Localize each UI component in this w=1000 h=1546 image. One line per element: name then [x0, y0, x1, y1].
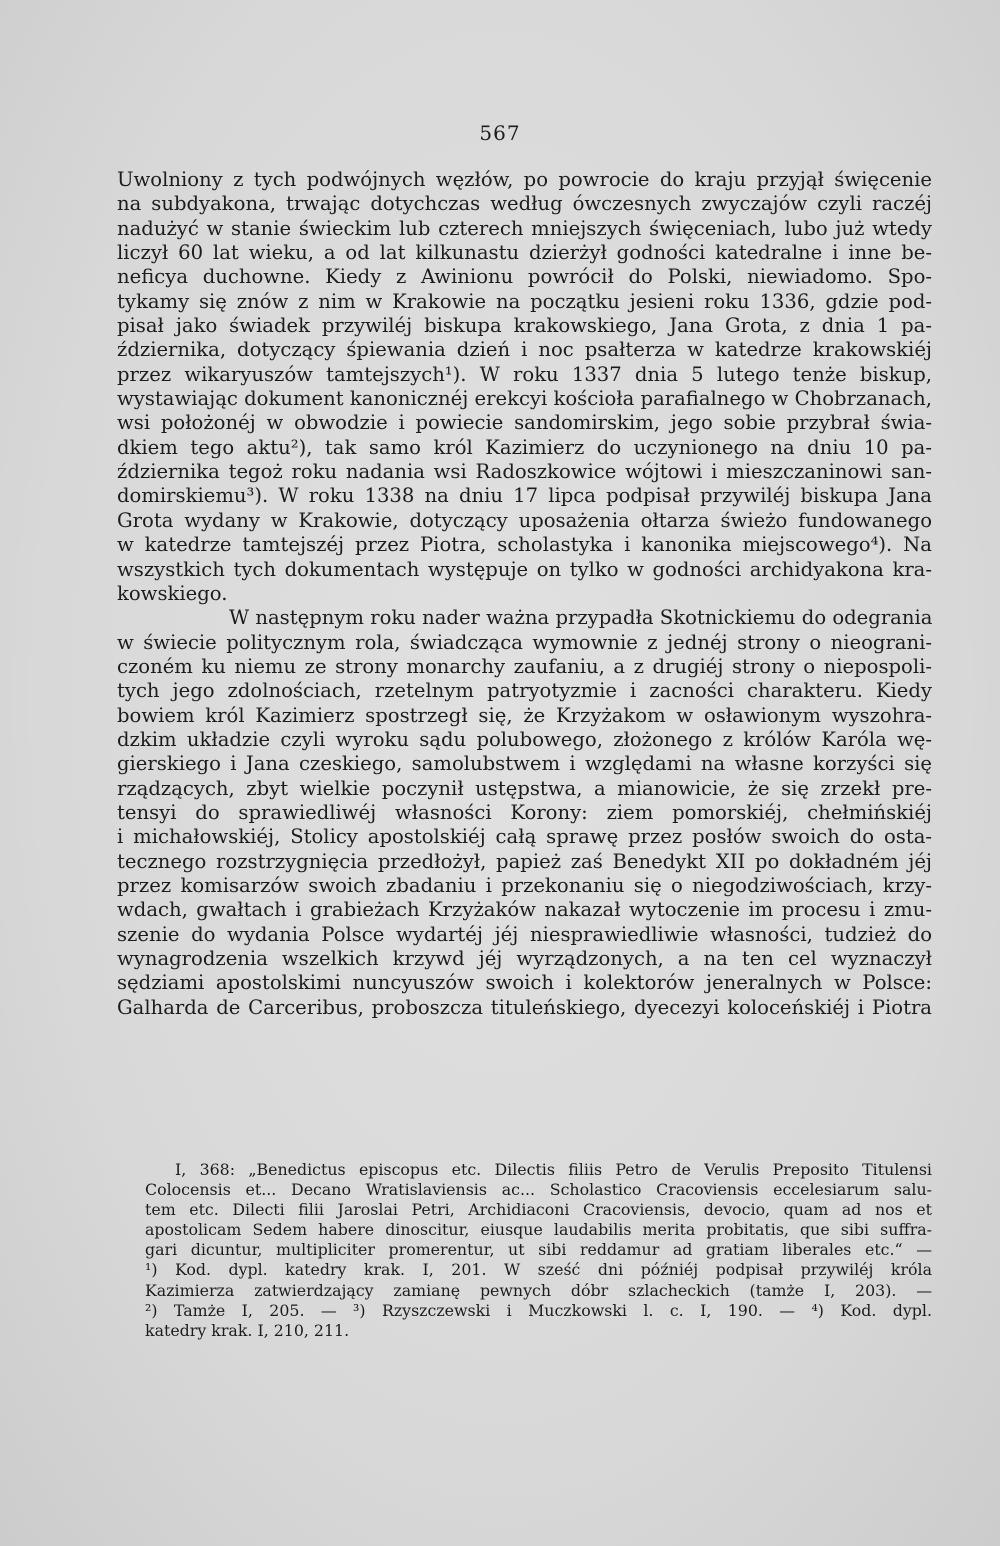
body-line: tecznego rozstrzygnięcia przedłożył, papież zaś Benedykt XII po dokładném jéj: [117, 849, 932, 873]
body-line: kowskiego.: [117, 581, 228, 605]
body-line: dzkim układzie czyli wyroku sądu polubowego, złożonego z królów Karóla wę-: [117, 727, 932, 751]
body-line: szenie do wydania Polsce wydartéj jéj niesprawiedliwie własności, tudzież do: [117, 922, 932, 946]
footnote-line: ²) Tamże I, 205. — ³) Rzyszczewski i Muczkowski l. c. I, 190. — ⁴) Kod. dypl.: [145, 1300, 932, 1320]
body-line: bowiem król Kazimierz spostrzegł się, że Krzyżakom w osławionym wyszohra-: [117, 703, 932, 727]
body-line: tych jego zdolnościach, rzetelnym patryotyzmie i zacności charakteru. Kiedy: [117, 679, 932, 703]
footnotes: [145, 1160, 932, 1341]
body-line: czoném ku niemu ze strony monarchy zaufaniu, a z drugiéj strony o niepospoli-: [117, 654, 932, 678]
body-line: wdach, gwałtach i grabieżach Krzyżaków nakazał wytoczenie im procesu i zmu-: [117, 898, 932, 922]
body-line: dkiem tego aktu²), tak samo król Kazimierz do uczynionego na dniu 10 pa-: [117, 435, 932, 459]
body-line: nadużyć w stanie świeckim lub czterech mniejszych święceniach, lubo już wtedy: [117, 216, 932, 240]
body-line: neficya duchowne. Kiedy z Awinionu powrócił do Polski, niewiadomo. Spo-: [117, 265, 932, 289]
body-line: Grota wydany w Krakowie, dotyczący uposażenia ołtarza świeżo fundowanego: [117, 508, 932, 532]
body-line: wsi położonéj w obwodzie i powiecie sandomirskim, jego sobie przybrał świa-: [117, 411, 932, 435]
body-line: wynagrodzenia wszelkich krzywd jéj wyrządzonych, a na ten cel wyznaczył: [117, 947, 932, 970]
footnote-line: katedry krak. I, 210, 211.: [145, 1320, 350, 1340]
footnote-line: I, 368: „Benedictus episcopus etc. Dilectis filiis Petro de Verulis Preposito Titulensi: [175, 1160, 932, 1179]
body-line: wszystkich tych dokumentach występuje on tylko w godności archidyakona kra-: [117, 557, 932, 581]
footnote-line: Colocensis et... Decano Wratislaviensis ac... Scholastico Cracoviensis eccelesiarum salu-: [145, 1180, 932, 1200]
page-number: 567: [479, 121, 521, 145]
footnote-line: gari dicuntur, multipliciter promerentur, ut sibi reddamur ad gratiam liberales etc.“ —: [145, 1240, 932, 1260]
footnote-line: Kazimierza zatwierdzający zamianę pewnych dóbr szlacheckich (tamże I, 203). —: [145, 1280, 932, 1300]
body-line: wystawiając dokument kanonicznéj erekcyi kościoła parafialnego w Chobrzanach,: [117, 387, 933, 411]
body-line: domirskiemu³). W roku 1338 na dniu 17 lipca podpisał przywiléj biskupa Jana: [117, 484, 932, 508]
body-line: ździernika, dotyczący śpiewania dzień i noc psałterza w katedrze krakowskiéj: [117, 338, 932, 362]
body-line: tykamy się znów z nim w Krakowie na początku jesieni roku 1336, gdzie pod-: [117, 289, 932, 313]
body-line: gierskiego i Jana czeskiego, samolubstwem i względami na własne korzyści się: [117, 752, 932, 776]
body-line: i michałowskiéj, Stolicy apostolskiéj całą sprawę przez posłów swoich do osta-: [117, 825, 932, 849]
body-line: przez wikaryuszów tamtejszych¹). W roku 1337 dnia 5 lutego tenże biskup,: [117, 362, 932, 386]
body-line: przez komisarzów swoich zbadaniu i przekonaniu się o niegodziwościach, krzy-: [117, 873, 932, 897]
footnote-line: ¹) Kod. dypl. katedry krak. I, 201. W sześć dni późniéj podpisał przywiléj króla: [145, 1260, 932, 1280]
body-text: [117, 168, 932, 1020]
body-line: Galharda de Carceribus, proboszcza tituleńskiego, dyecezyi koloceńskiéj i Piotra: [117, 995, 932, 1019]
body-line: w katedrze tamtejszéj przez Piotra, scholastyka i kanonika miejscowego⁴). Na: [117, 533, 932, 557]
body-line: ździernika tegoż roku nadania wsi Radoszkowice wójtowi i mieszczaninowi san-: [117, 460, 932, 484]
footnote-line: tem etc. Dilecti filii Jaroslai Petri, Archidiaconi Cracoviensis, devocio, quam ad nos et: [145, 1200, 932, 1220]
body-line: pisał jako świadek przywiléj biskupa krakowskiego, Jana Grota, z dnia 1 pa-: [117, 314, 932, 338]
body-line-paragraph-start: W następnym roku nader ważna przypadła Skotnickiemu do odegrania: [229, 606, 933, 630]
body-line: liczył 60 lat wieku, a od lat kilkunastu dzierżył godności katedralne i inne be-: [117, 241, 932, 265]
body-line: tensyi do sprawiedliwéj własności Korony: ziem pomorskiéj, chełmińskiéj: [117, 800, 932, 824]
body-line: rządzących, zbyt wielkie poczynił ustępstwa, a mianowicie, że się zrzekł pre-: [117, 776, 932, 800]
footnote-line: apostolicam Sedem habere dinoscitur, eiusque laudabilis merita probitatis, que sibi suffra-: [145, 1220, 932, 1240]
body-line: Uwolniony z tych podwójnych węzłów, po powrocie do kraju przyjął święcenie: [117, 168, 932, 191]
body-line: w świecie politycznym rola, świadcząca wymownie z jednéj strony o nieograni-: [117, 630, 932, 654]
body-line: na subdyakona, trwając dotychczas według ówczesnych zwyczajów czyli raczéj: [117, 192, 932, 216]
body-line: sędziami apostolskimi nuncyuszów swoich i kolektorów jeneralnych w Polsce:: [117, 971, 932, 995]
